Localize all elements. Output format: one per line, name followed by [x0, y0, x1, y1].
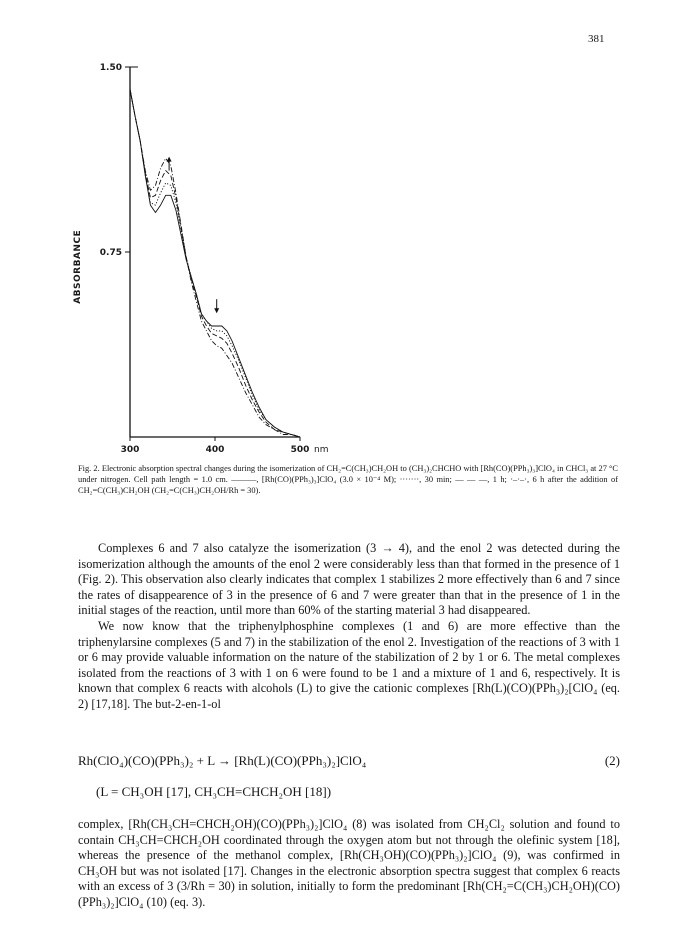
page-number: 381: [588, 33, 605, 45]
chart-labels-group: [73, 63, 328, 455]
x-tick-label: 400: [205, 445, 225, 455]
paragraph-2: We now know that the triphenylphosphine complexes (1 and 6) are more effective than the triphenylarsine complexes (5 and 7) in the stabilization of the enol 2. Investigation of the reactions of 3 with 1 or 6 may provide valuable information on the nature of the stabilization of 2 by 1 or 6. The metal complexes isolated from the reactions of 3 with 1 on 6 were found to be 1 and a mixture of 1 and 6, respectively. It is known that complex 6 reacts with alcohols (L) to give the cationic complexes [Rh(L)(CO)(PPh₃)₂[ClO₄ (eq. 2) [17,18]. The but-2-en-1-ol: [78, 618, 620, 711]
equation-2-expression: Rh(ClO₄)(CO)(PPh₃)₂ + L → [Rh(L)(CO)(PPh₃)₂]ClO₄: [78, 753, 367, 768]
body-text-block-1: [78, 541, 620, 713]
y-tick-label: 1.50: [99, 63, 122, 73]
spectrum-line-dash-dot: [130, 89, 300, 437]
spectrum-line-solid: [130, 89, 300, 437]
chart-series-group: [130, 89, 300, 437]
chart-frame: [125, 67, 300, 441]
x-axis-unit: nm: [314, 445, 329, 455]
figure-caption: Fig. 2. Electronic absorption spectral changes during the isomerization of CH₂=C(CH₃)CH₂OH to (CH₃)₂CHCHO with [Rh(CO)(PPh₃)₃]ClO₄ in CHCl₃ at 27 °C under nitrogen. Cell path length = 1.0 cm. ———, [Rh(CO)(PPh₃)₃]ClO₄ (3.0 × 10⁻⁴ M); ·······, 30 min; — — —, 1 h; ·–·–·, 6 h after the addition of CH₂=C(CH₃)CH₂OH (CH₂=C(CH₃)CH₂OH/Rh = 30).: [78, 464, 618, 495]
paragraph-3: complex, [Rh(CH₃CH=CHCH₂OH)(CO)(PPh₃)₂]ClO₄ (8) was isolated from CH₂Cl₂ solution and found to contain CH₃CH=CHCH₂OH coordinated through the oxygen atom but not through the olefinic system [18], whereas the presence of the methanol complex, [Rh(CH₃OH)(CO)(PPh₃)₂]ClO₄ (9), was confirmed in CH₃OH but was not isolated [17]. Changes in the electronic absorption spectra suggest that complex 6 reacts with an excess of 3 (3/Rh = 30) in solution, initially to form the predominant [Rh(CH₂=C(CH₃)CH₂OH)(CO)(PPh₃)₂]ClO₄ (10) (eq. 3).: [78, 817, 620, 909]
x-tick-label: 300: [120, 445, 140, 455]
equation-2-number: (2): [604, 753, 620, 768]
absorbance-chart: [60, 55, 329, 460]
arrow-down-icon: [214, 308, 219, 313]
equation-2: [78, 752, 620, 770]
equation-2-conditions: (L = CH₃OH [17], CH₃CH=CHCH₂OH [18]): [96, 784, 332, 799]
arrow-up-icon: [167, 157, 172, 162]
spectrum-line-dashed: [130, 89, 300, 437]
spectrum-line-dash-dot-dot: [130, 89, 300, 437]
y-axis-label: ABSORBANCE: [73, 229, 83, 304]
y-tick-label: 0.75: [99, 248, 122, 258]
paragraph-1: Complexes 6 and 7 also catalyze the isomerization (3 → 4), and the enol 2 was detected during the isomerization although the amounts of the enol 2 were considerably less than that formed in the presence of 1 (Fig. 2). This observation also clearly indicates that complex 1 stabilizes 2 more effectively than 6 and 7 since the rates of disappearence of 3 in the presence of 6 and 7 were greater than that in the presence of 1 in the initial stages of the reaction, until more than 60% of the starting material 3 had disappeared.: [78, 541, 620, 618]
x-tick-label: 500: [290, 445, 310, 455]
